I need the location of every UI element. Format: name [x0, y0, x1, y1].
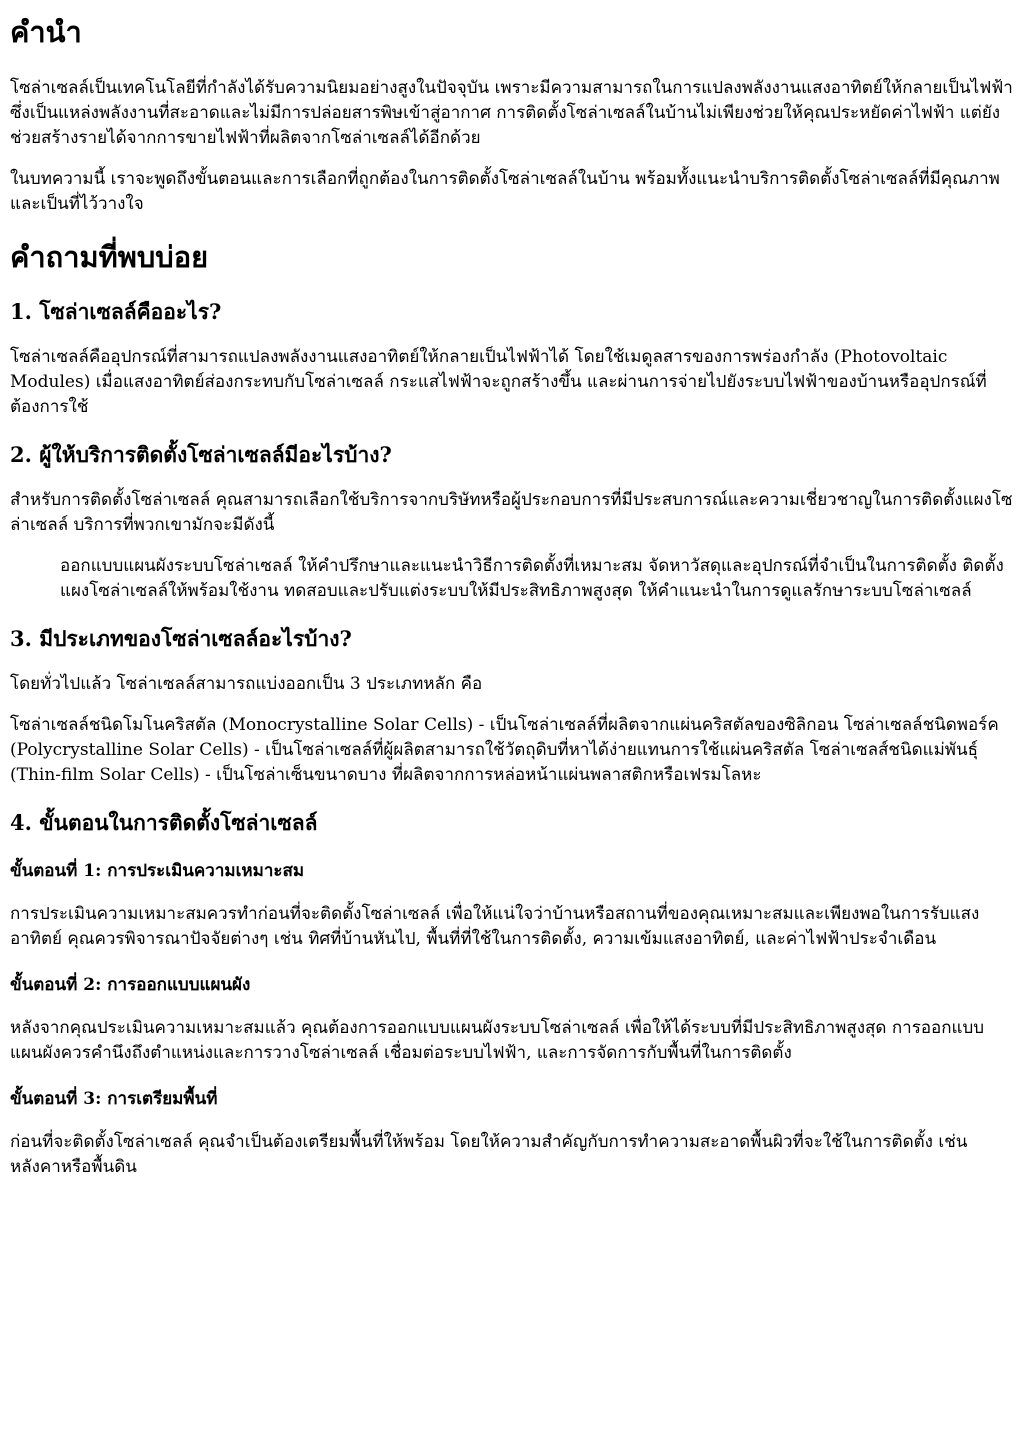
faq-q1-paragraph: โซล่าเซลล์คืออุปกรณ์ที่สามารถแปลงพลังงานแสงอาทิตย์ให้กลายเป็นไฟฟ้าได้ โดยใช้เมดูลสารของการพร่องกำลัง (Photovoltaic Modules) เมื่อแสงอาทิตย์ส่องกระทบกับโซล่าเซลล์ กระแสไฟฟ้าจะถูกสร้างขึ้น และผ่านการจ่ายไปยังระบบไฟฟ้าของบ้านหรืออุปกรณ์ที่ต้องการใช้ — [10, 347, 987, 417]
faq-q1-heading: 1. โซล่าเซลล์คืออะไร? — [10, 299, 222, 324]
faq-q3-paragraph-1: โดยทั่วไปแล้ว โซล่าเซลล์สามารถแบ่งออกเป็น 3 ประเภทหลัก คือ — [10, 674, 483, 694]
step-2-heading: ขั้นตอนที่ 2: การออกแบบแผนผัง — [10, 975, 251, 995]
step-3-heading: ขั้นตอนที่ 3: การเตรียมพื้นที่ — [10, 1089, 218, 1109]
step-3-paragraph: ก่อนที่จะติดตั้งโซล่าเซลล์ คุณจำเป็นต้องเตรียมพื้นที่ให้พร้อม โดยให้ความสำคัญกับการทำความสะอาดพื้นผิวที่จะใช้ในการติดตั้ง เช่น หลังคาหรือพื้นดิน — [10, 1132, 968, 1177]
faq-q3-heading: 3. มีประเภทของโซล่าเซลล์อะไรบ้าง? — [10, 626, 352, 651]
faq-q2-paragraph: สำหรับการติดตั้งโซล่าเซลล์ คุณสามารถเลือกใช้บริการจากบริษัทหรือผู้ประกอบการที่มีประสบการณ์และความเชี่ยวชาญในการติดตั้งแผงโซล่าเซลล์ บริการที่พวกเขามักจะมีดังนี้ — [10, 490, 1013, 535]
step-1-paragraph: การประเมินความเหมาะสมควรทำก่อนที่จะติดตั้งโซล่าเซลล์ เพื่อให้แน่ใจว่าบ้านหรือสถานที่ของคุณเหมาะสมและเพียงพอในการรับแสงอาทิตย์ คุณควรพิจารณาปัจจัยต่างๆ เช่น ทิศที่บ้านหันไป, พื้นที่ที่ใช้ในการติดตั้ง, ความเข้มแสงอาทิตย์, และค่าไฟฟ้าประจำเดือน — [10, 904, 980, 949]
faq-q4-heading: 4. ขั้นตอนในการติดตั้งโซล่าเซลล์ — [10, 810, 318, 835]
faq-heading: คำถามที่พบบ่อย — [10, 240, 209, 274]
faq-q2-heading: 2. ผู้ให้บริการติดตั้งโซล่าเซลล์มีอะไรบ้าง? — [10, 442, 392, 467]
faq-q2-services-quote: ออกแบบแผนผังระบบโซล่าเซลล์ ให้คำปรึกษาและแนะนำวิธีการติดตั้งที่เหมาะสม จัดหาวัสดุและอุปกรณ์ที่จำเป็นในการติดตั้ง ติดตั้งแผงโซล่าเซลล์ให้พร้อมใช้งาน ทดสอบและปรับแต่งระบบให้มีประสิทธิภาพสูงสุด ให้คำแนะนำในการดูแลรักษาระบบโซล่าเซลล์ — [60, 556, 1004, 601]
intro-paragraph-2: ในบทความนี้ เราจะพูดถึงขั้นตอนและการเลือกที่ถูกต้องในการติดตั้งโซล่าเซลล์ในบ้าน พร้อมทั้งแนะนำบริการติดตั้งโซล่าเซลล์ที่มีคุณภาพและเป็นที่ไว้วางใจ — [10, 169, 1000, 214]
step-1-heading: ขั้นตอนที่ 1: การประเมินความเหมาะสม — [10, 861, 305, 881]
intro-paragraph-1: โซล่าเซลล์เป็นเทคโนโลยีที่กำลังได้รับความนิยมอย่างสูงในปัจจุบัน เพราะมีความสามารถในการแปลงพลังงานแสงอาทิตย์ให้กลายเป็นไฟฟ้า ซึ่งเป็นแหล่งพลังงานที่สะอาดและไม่มีการปล่อยสารพิษเข้าสู่อากาศ การติดตั้งโซล่าเซลล์ในบ้านไม่เพียงช่วยให้คุณประหยัดค่าไฟฟ้า แต่ยังช่วยสร้างรายได้จากการขายไฟฟ้าที่ผลิตจากโซล่าเซลล์ได้อีกด้วย — [10, 78, 1013, 148]
step-2-paragraph: หลังจากคุณประเมินความเหมาะสมแล้ว คุณต้องการออกแบบแผนผังระบบโซล่าเซลล์ เพื่อให้ได้ระบบที่มีประสิทธิภาพสูงสุด การออกแบบแผนผังควรคำนึงถึงตำแหน่งและการวางโซล่าเซลล์ เชื่อมต่อระบบไฟฟ้า, และการจัดการกับพื้นที่ในการติดตั้ง — [10, 1018, 985, 1063]
intro-heading: คำนำ — [10, 15, 82, 49]
faq-q3-paragraph-2: โซล่าเซลล์ชนิดโมโนคริสตัล (Monocrystalline Solar Cells) - เป็นโซล่าเซลล์ที่ผลิตจากแผ่นคริสตัลของซิลิกอน โซล่าเซลล์ชนิดพอร์ค (Polycrystalline Solar Cells) - เป็นโซล่าเซลล์ที่ผู้ผลิตสามารถใช้วัตถุดิบที่หาได้ง่ายแทนการใช้แผ่นคริสตัล โซล่าเซลส์ชนิดแม่พันธุ์ (Thin-film Solar Cells) - เป็นโซล่าเซ็นขนาดบาง ที่ผลิตจากการหล่อหน้าแผ่นพลาสติกหรือเฟรมโลหะ — [10, 715, 999, 785]
